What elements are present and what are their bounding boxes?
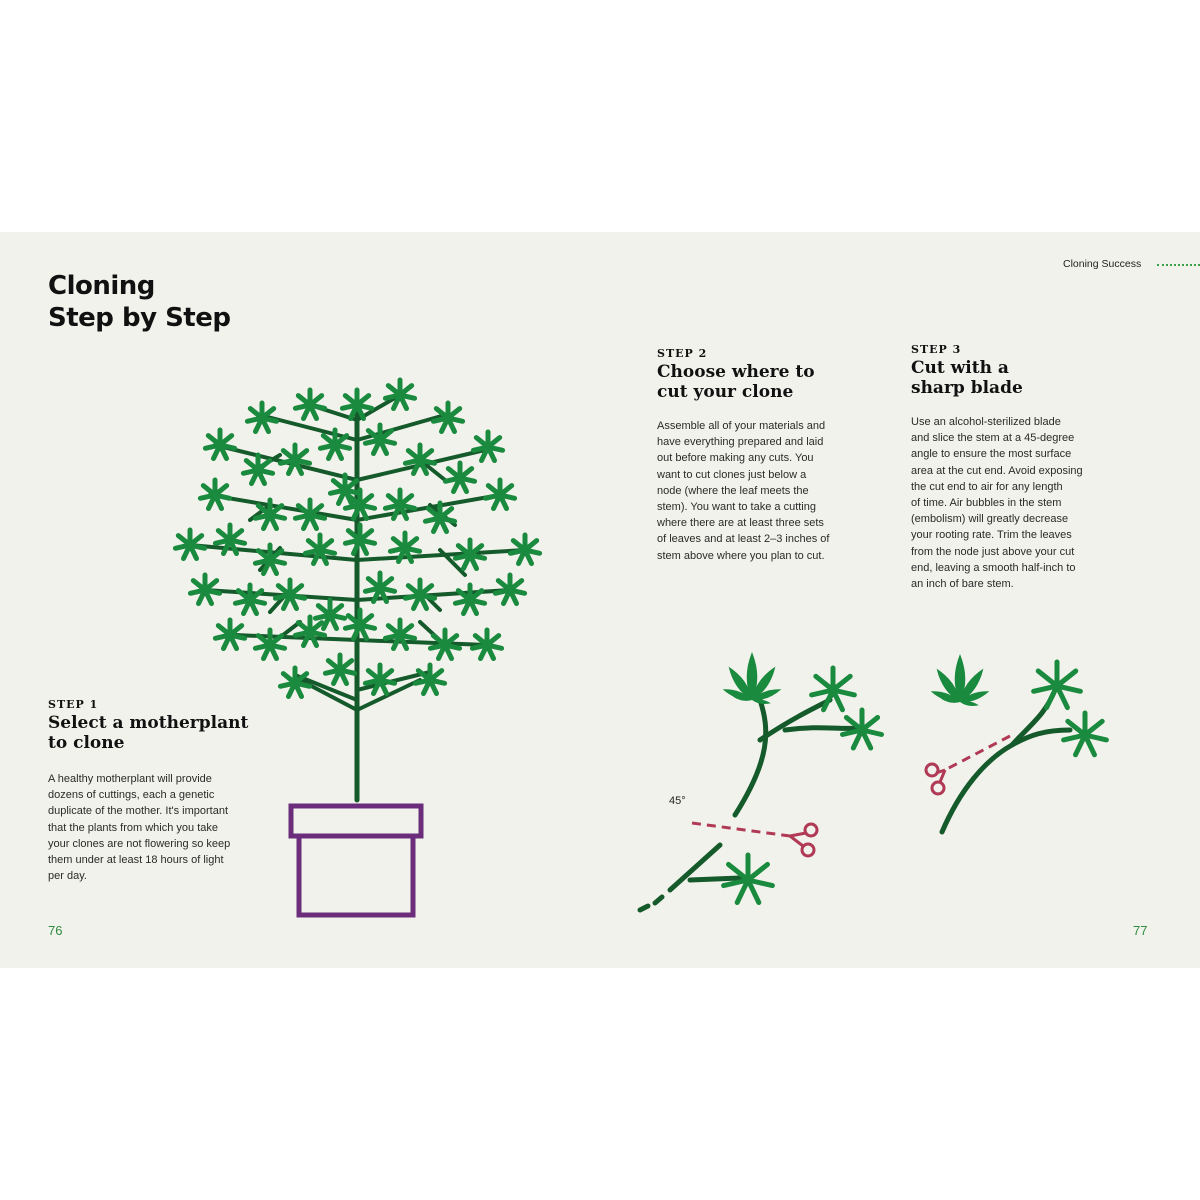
step3-cutting-icon bbox=[942, 690, 1070, 832]
step-2-line: stem above where you plan to cut. bbox=[657, 549, 825, 562]
step-3-heading-line-1: Cut with a bbox=[911, 358, 1009, 378]
step-1-heading bbox=[48, 713, 288, 753]
cut-line-step2 bbox=[692, 823, 790, 836]
step-1-heading-line-2: to clone bbox=[48, 733, 125, 753]
step-2-heading-line-1: Choose where to bbox=[657, 362, 815, 382]
step-3-line: your rooting rate. Trim the leaves bbox=[911, 529, 1072, 542]
flower-pot-icon bbox=[291, 806, 421, 915]
leaf-rosette-icon bbox=[365, 665, 394, 694]
step-2-line: stem). You want to take a cutting bbox=[657, 501, 816, 514]
leaf-rosette-icon bbox=[385, 380, 414, 409]
title-line-1: Cloning bbox=[48, 271, 155, 301]
step-2-line: node (where the leaf meets the bbox=[657, 484, 809, 497]
step-3-number: STEP 3 bbox=[911, 343, 962, 356]
step-1-line: per day. bbox=[48, 870, 87, 883]
running-head: Cloning Success bbox=[1063, 258, 1142, 270]
leaf-rosette-icon bbox=[365, 425, 394, 454]
leaf-rosette-icon bbox=[1034, 662, 1081, 708]
fan-leaf-icon bbox=[723, 652, 782, 704]
step-3-body bbox=[911, 414, 1141, 592]
scissors-icon-step3 bbox=[926, 764, 945, 794]
step-1-line: your clones are not flowering so keep bbox=[48, 837, 231, 850]
step-3-line: Use an alcohol-sterilized blade bbox=[911, 416, 1061, 428]
step-2-number: STEP 2 bbox=[657, 347, 708, 360]
step-1-line: A healthy motherplant will provide bbox=[48, 773, 212, 785]
leaf-rosette-icon bbox=[1064, 713, 1107, 755]
step-1 bbox=[48, 698, 288, 884]
step-1-heading-line-1: Select a motherplant bbox=[48, 713, 249, 733]
step-3-line: area at the cut end. Avoid exposing bbox=[911, 464, 1083, 477]
page-number-right: 77 bbox=[1133, 923, 1148, 938]
leaf-rosette-icon bbox=[200, 480, 229, 509]
step-3-line: and slice the stem at a 45-degree bbox=[911, 432, 1075, 445]
step-2-line: have everything prepared and laid bbox=[657, 436, 824, 449]
step-3-heading-line-2: sharp blade bbox=[911, 378, 1023, 398]
step-1-line: them under at least 18 hours of light bbox=[48, 854, 224, 867]
leaf-rosette-icon bbox=[205, 430, 234, 459]
leaf-rosette-icon bbox=[485, 480, 514, 509]
leaf-rosette-icon bbox=[295, 390, 324, 419]
leaf-rosette-icon bbox=[473, 432, 502, 461]
angle-label: 45° bbox=[669, 795, 686, 807]
leaf-rosette-icon bbox=[445, 463, 474, 492]
step-3-line: the cut end to air for any length bbox=[911, 480, 1063, 493]
step-3-line: from the node just above your cut bbox=[911, 545, 1075, 558]
step-2-line: out before making any cuts. You bbox=[657, 452, 814, 465]
leaf-rosette-icon bbox=[345, 610, 374, 639]
leaf-rosette-icon bbox=[345, 525, 374, 554]
step-1-line: that the plants from which you take bbox=[48, 821, 218, 834]
leaf-rosette-icon bbox=[385, 620, 414, 649]
step-1-line: duplicate of the mother. It's important bbox=[48, 805, 229, 818]
step-3-heading bbox=[911, 358, 1141, 398]
step-3 bbox=[911, 343, 1141, 592]
step-2-heading-line-2: cut your clone bbox=[657, 382, 794, 402]
page-number-left: 76 bbox=[48, 923, 63, 938]
step-2-line: where there are at least three sets bbox=[657, 517, 824, 530]
step-3-line: of time. Air bubbles in the stem bbox=[911, 497, 1062, 510]
step-2-line: of leaves and at least 2–3 inches of bbox=[657, 533, 830, 546]
leaf-rosette-icon bbox=[255, 630, 284, 659]
title-line-2: Step by Step bbox=[48, 303, 231, 333]
leaf-rosette-icon bbox=[235, 585, 264, 614]
step-1-line: dozens of cuttings, each a genetic bbox=[48, 789, 215, 802]
step-3-line: (embolism) will greatly decrease bbox=[911, 513, 1069, 526]
leaf-rosette-icon bbox=[325, 655, 354, 684]
step-3-line: end, leaving a smooth half-inch to bbox=[911, 561, 1076, 574]
leaf-rosette-icon bbox=[243, 455, 272, 484]
fan-leaf-icon bbox=[931, 654, 990, 706]
step-2-body bbox=[657, 418, 877, 564]
cannabis-leaf-icons bbox=[723, 652, 1107, 903]
step-3-line: angle to ensure the most surface bbox=[911, 448, 1072, 461]
step-2-heading bbox=[657, 362, 877, 402]
leaf-rosette-icon bbox=[295, 617, 324, 646]
scissors-icon-step2 bbox=[790, 824, 817, 856]
leaf-rosette-icon bbox=[320, 430, 349, 459]
step-2-line: want to cut clones just below a bbox=[657, 468, 807, 481]
step-1-body bbox=[48, 771, 288, 884]
leaf-rosette-icon bbox=[425, 503, 454, 532]
leaf-rosette-icon bbox=[455, 585, 484, 614]
step-2 bbox=[657, 347, 877, 564]
step-2-line: Assemble all of your materials and bbox=[657, 420, 826, 432]
step-3-line: an inch of bare stem. bbox=[911, 578, 1014, 591]
step-1-number: STEP 1 bbox=[48, 698, 99, 711]
